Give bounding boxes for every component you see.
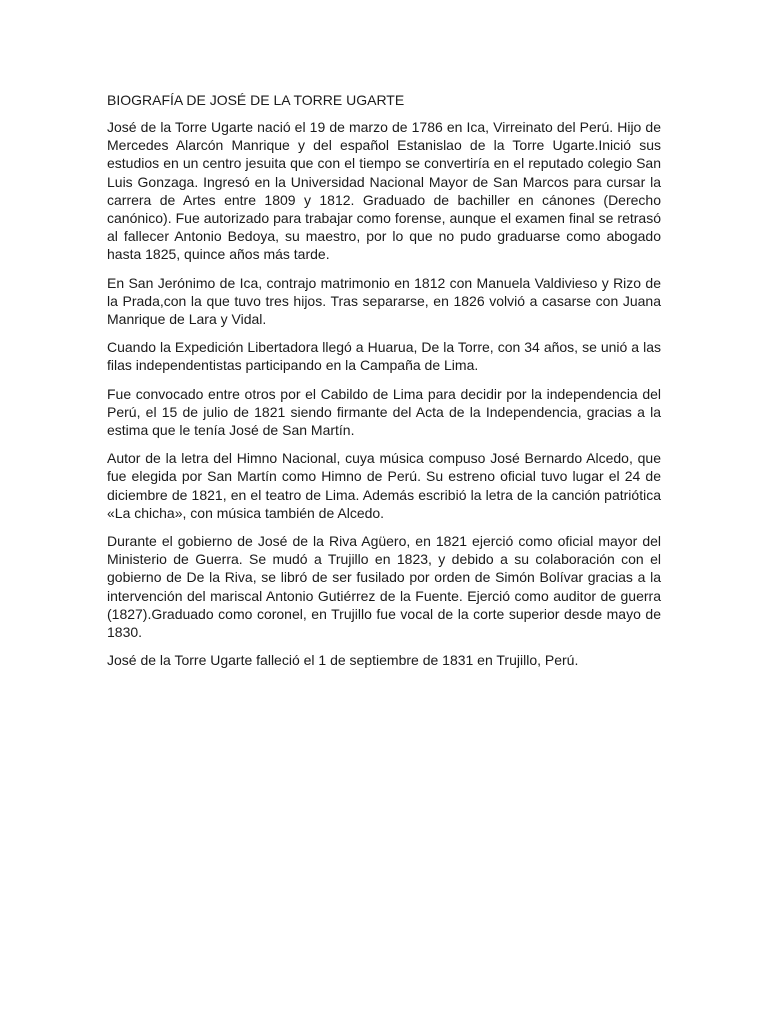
paragraph-liberating-expedition: Cuando la Expedición Libertadora llegó a Huarua, De la Torre, con 34 años, se unió a las filas independentistas participando en la Campaña de Lima. bbox=[107, 339, 661, 374]
document-title: BIOGRAFÍA DE JOSÉ DE LA TORRE UGARTE bbox=[107, 92, 405, 108]
paragraph-death: José de la Torre Ugarte falleció el 1 de septiembre de 1831 en Trujillo, Perú. bbox=[107, 652, 579, 669]
paragraph-national-anthem: Autor de la letra del Himno Nacional, cuya música compuso José Bernardo Alcedo, que fue elegida por San Martín como Himno de Perú. Su estreno oficial tuvo lugar el 24 de diciembre de 1821, en el teatro de Lima. Además escribió la letra de la canción patriótica «La chicha», con música también de Alcedo. bbox=[107, 450, 661, 521]
document-page bbox=[107, 90, 661, 679]
paragraph-government-service: Durante el gobierno de José de la Riva Agüero, en 1821 ejerció como oficial mayor del Ministerio de Guerra. Se mudó a Trujillo en 1823, y debido a su colaboración con el gobierno de De la Riva, se libró de ser fusilado por orden de Simón Bolívar gracias a la intervención del mariscal Antonio Gutiérrez de la Fuente. Ejerció como auditor de guerra (1827).Graduado como coronel, en Trujillo fue vocal de la corte superior desde mayo de 1830. bbox=[107, 533, 661, 641]
paragraph-independence-act: Fue convocado entre otros por el Cabildo de Lima para decidir por la independencia del Perú, el 15 de julio de 1821 siendo firmante del Acta de la Independencia, gracias a la estima que le tenía José de San Martín. bbox=[107, 385, 661, 439]
paragraph-marriage: En San Jerónimo de Ica, contrajo matrimonio en 1812 con Manuela Valdivieso y Rizo de la Prada,con la que tuvo tres hijos. Tras separarse, en 1826 volvió a casarse con Juana Manrique de Lara y Vidal. bbox=[107, 274, 661, 328]
paragraph-birth-education: José de la Torre Ugarte nació el 19 de marzo de 1786 en Ica, Virreinato del Perú. Hijo de Mercedes Alarcón Manrique y del español Estanislao de la Torre Ugarte.Inició sus estudios en un centro jesuita que con el tiempo se convertiría en el reputado colegio San Luis Gonzaga. Ingresó en la Universidad Nacional Mayor de San Marcos para cursar la carrera de Artes entre 1809 y 1812. Graduado de bachiller en cánones (Derecho canónico). Fue autorizado para trabajar como forense, aunque el examen final se retrasó al fallecer Antonio Bedoya, su maestro, por lo que no pudo graduarse como abogado hasta 1825, quince años más tarde. bbox=[107, 119, 661, 263]
